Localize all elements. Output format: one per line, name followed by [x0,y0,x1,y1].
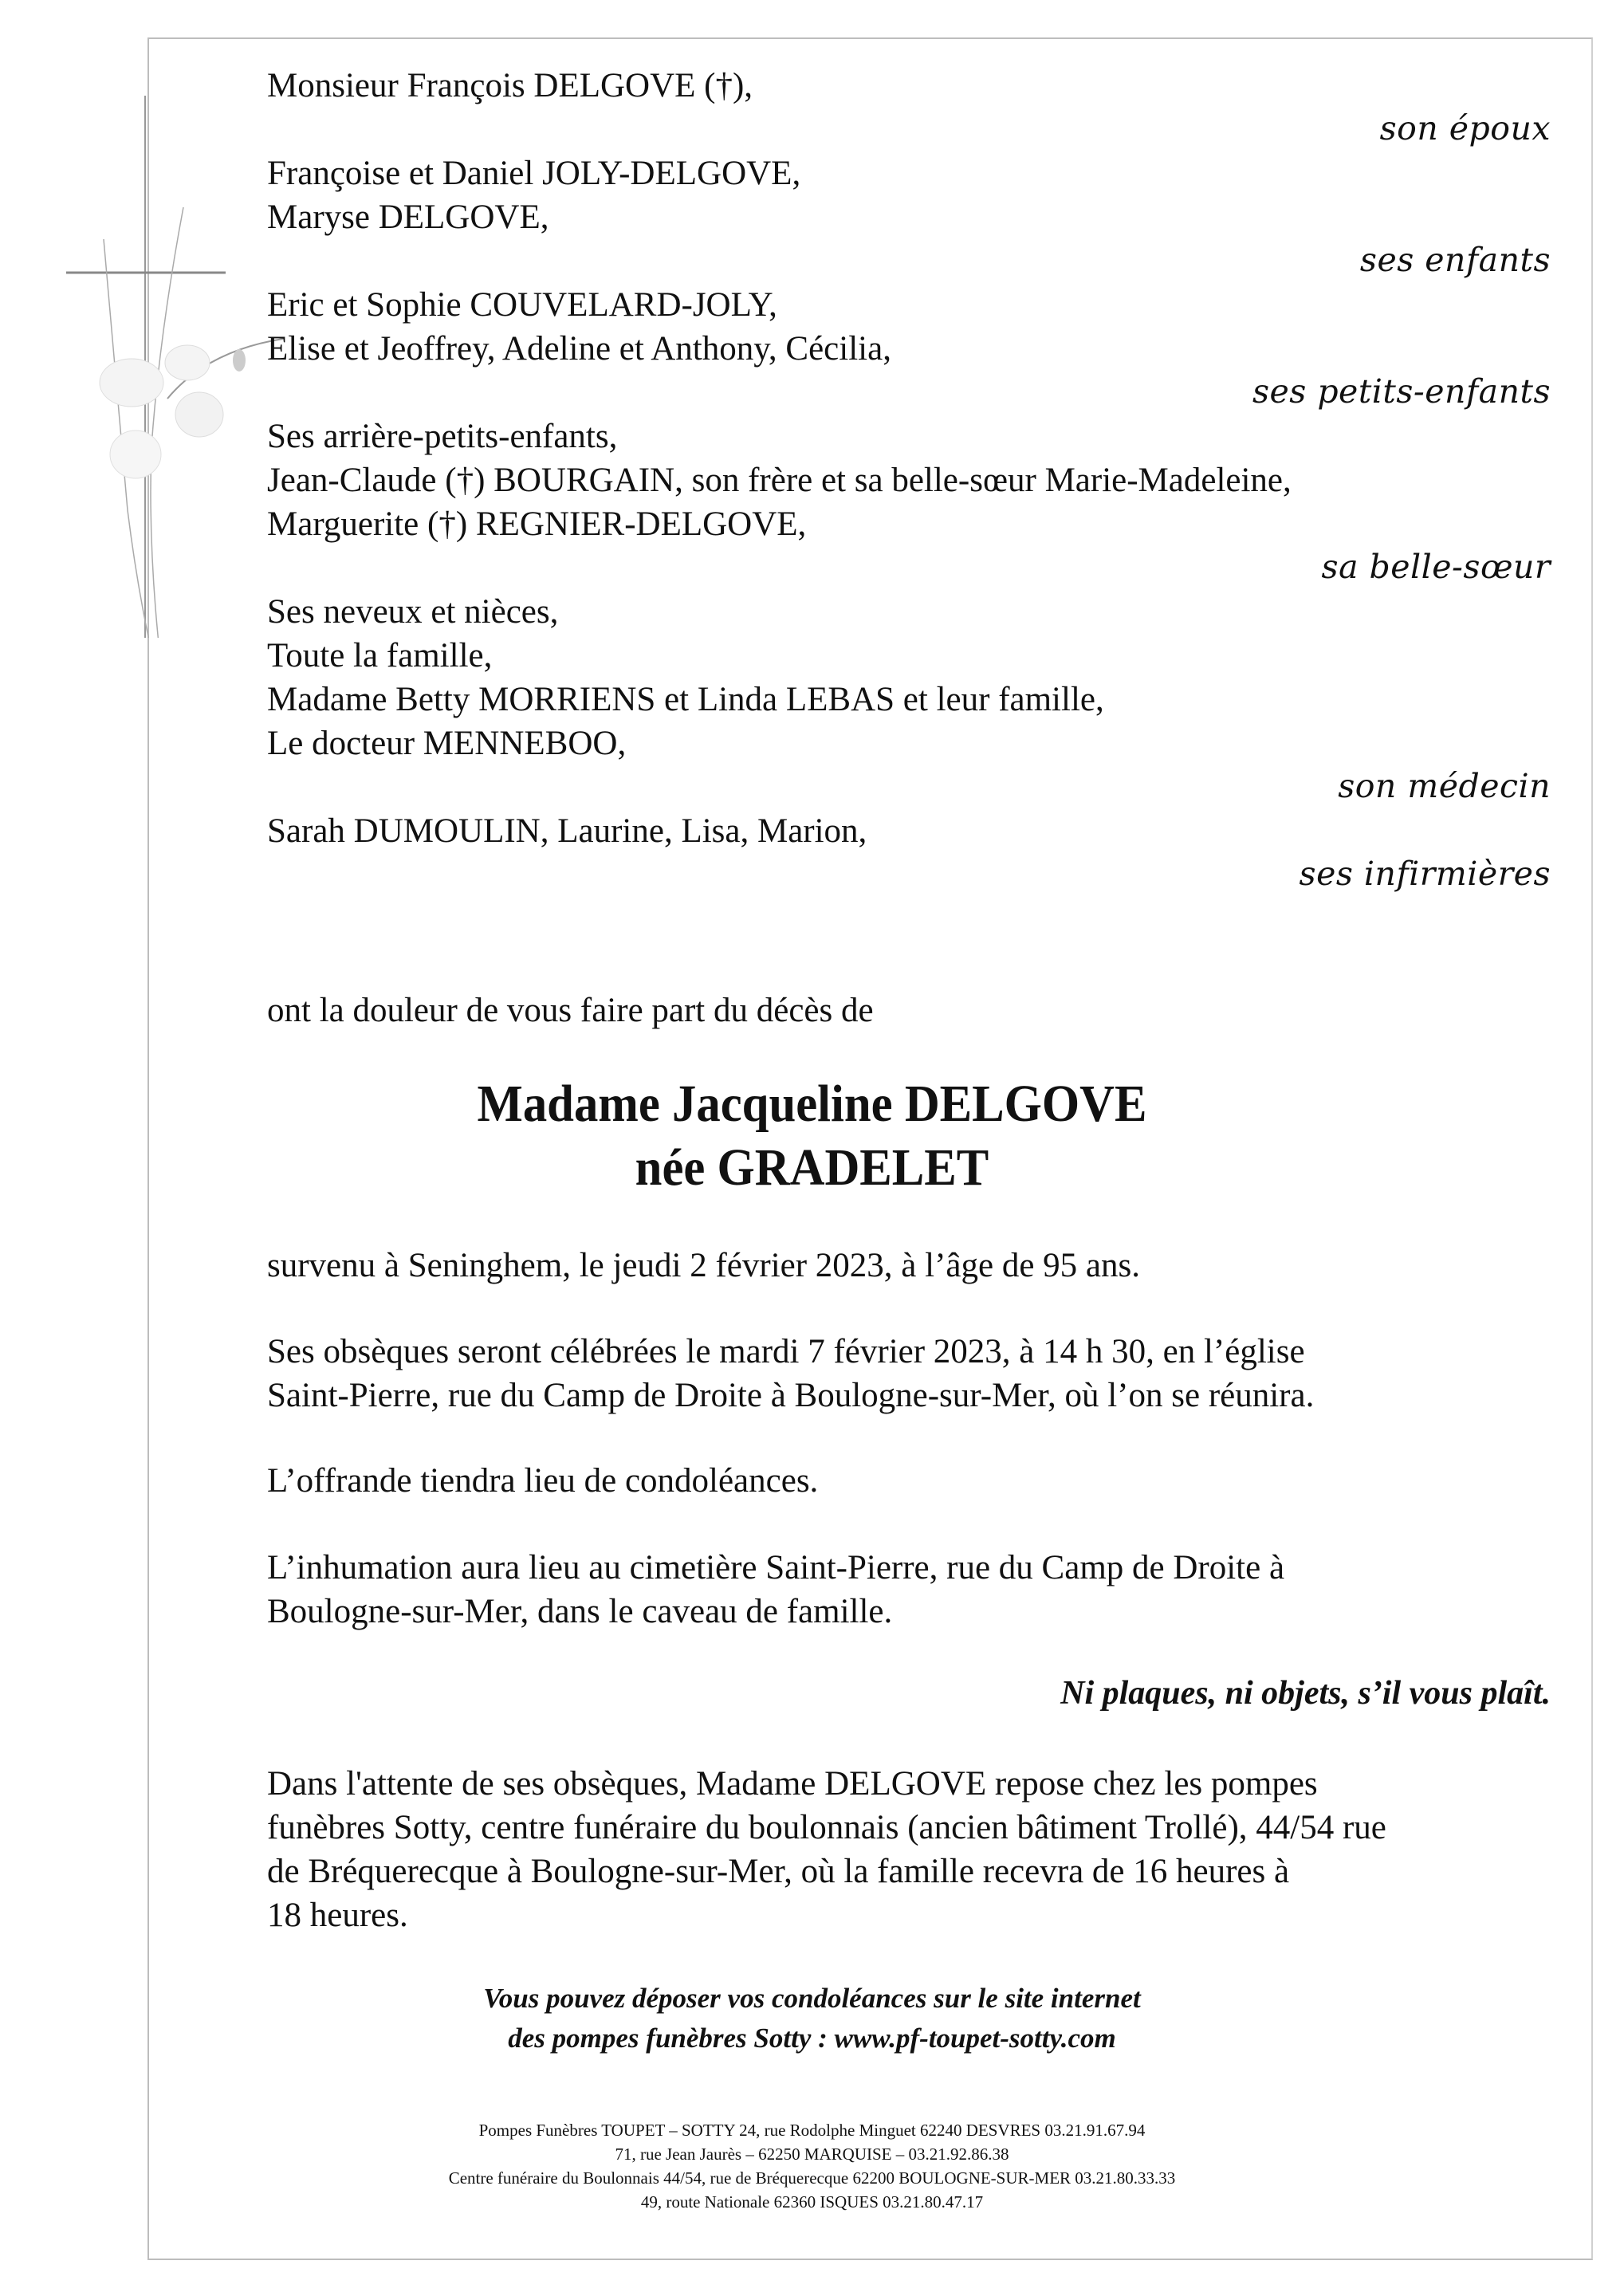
footer-line-2: 71, rue Jean Jaurès – 62250 MARQUISE – 03.21.92.86.38 [615,2145,1009,2164]
offering-text: L’offrande tiendra lieu de condoléances. [267,1462,819,1500]
relation-label: ses enfants [1359,241,1551,279]
family-member-line: Ses arrière-petits-enfants, [267,418,618,455]
family-member-line: Madame Betty MORRIENS et Linda LEBAS et leur famille, [267,681,1104,718]
condolences-line-1: Vous pouvez déposer vos condoléances sur le site internet [483,1983,1141,2014]
burial-line-2: Boulogne-sur-Mer, dans le caveau de famille. [267,1593,893,1630]
burial-line-1: L’inhumation aura lieu au cimetière Saint-Pierre, rue du Camp de Droite à [267,1549,1285,1586]
family-member-line: Maryse DELGOVE, [267,199,549,236]
viewing-line-4: 18 heures. [267,1897,408,1934]
family-member-line: Marguerite (†) REGNIER-DELGOVE, [267,505,807,543]
viewing-line-3: de Bréquerecque à Boulogne-sur-Mer, où la famille recevra de 16 heures à [267,1853,1290,1890]
condolences-website[interactable]: des pompes funèbres Sotty : www.pf-toupet-sotty.com [508,2023,1116,2054]
family-member-line: Eric et Sophie COUVELARD-JOLY, [267,286,777,324]
family-member-line: Monsieur François DELGOVE (†), [267,67,753,104]
relation-label: ses infirmières [1299,855,1551,893]
no-flowers-text: Ni plaques, ni objets, s’il vous plaît. [1060,1675,1551,1712]
family-member-line: Le docteur MENNEBOO, [267,725,627,762]
family-member-line: Jean-Claude (†) BOURGAIN, son frère et sa belle-sœur Marie-Madeleine, [267,462,1292,499]
family-member-line: Sarah DUMOULIN, Laurine, Lisa, Marion, [267,812,867,850]
funeral-line-2: Saint-Pierre, rue du Camp de Droite à Boulogne-sur-Mer, où l’on se réunira. [267,1377,1315,1414]
family-member-line: Elise et Jeoffrey, Adeline et Anthony, Cécilia, [267,330,891,368]
family-member-line: Françoise et Daniel JOLY-DELGOVE, [267,155,801,192]
deceased-maiden-name: née GRADELET [635,1138,989,1197]
footer-line-3: Centre funéraire du Boulonnais 44/54, rue de Bréquerecque 62200 BOULOGNE-SUR-MER 03.21.80.33.33 [448,2168,1176,2188]
relation-label: son médecin [1338,767,1551,805]
announcement-text: ont la douleur de vous faire part du décès de [267,992,874,1029]
relation-label: sa belle-sœur [1321,548,1551,586]
relation-label: ses petits-enfants [1252,372,1551,411]
viewing-line-1: Dans l'attente de ses obsèques, Madame DELGOVE repose chez les pompes [267,1765,1318,1803]
funeral-line-1: Ses obsèques seront célébrées le mardi 7 février 2023, à 14 h 30, en l’église [267,1333,1305,1370]
family-member-line: Ses neveux et nièces, [267,593,559,631]
death-text: survenu à Seninghem, le jeudi 2 février 2023, à l’âge de 95 ans. [267,1247,1140,1284]
viewing-line-2: funèbres Sotty, centre funéraire du boulonnais (ancien bâtiment Trollé), 44/54 rue [267,1809,1386,1846]
family-member-line: Toute la famille, [267,637,493,674]
deceased-name: Madame Jacqueline DELGOVE [477,1075,1147,1133]
relation-label: son époux [1379,109,1551,147]
footer-line-1: Pompes Funèbres TOUPET – SOTTY 24, rue Rodolphe Minguet 62240 DESVRES 03.21.91.67.94 [478,2121,1146,2140]
footer-line-4: 49, route Nationale 62360 ISQUES 03.21.80.47.17 [640,2192,984,2211]
